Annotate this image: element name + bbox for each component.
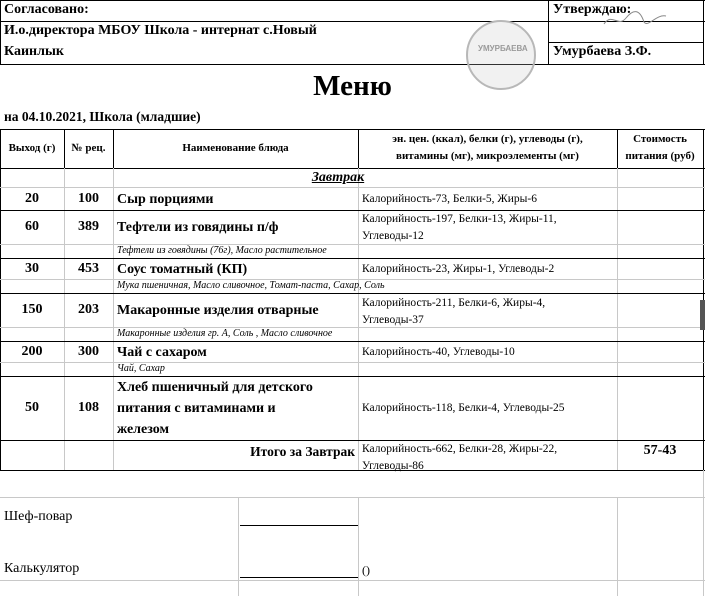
table-row-ingredients: Макаронные изделия гр. А, Соль , Масло сливочное [117, 328, 333, 339]
table-row-dish: Сыр порциями [117, 192, 214, 207]
table-row-nutrition: Углеводы-37 [362, 314, 424, 326]
signature [600, 6, 670, 32]
table-row-recipe: 389 [78, 219, 99, 234]
table-row-dish: Соус томатный (КП) [117, 262, 248, 277]
table-row-recipe: 108 [78, 400, 99, 415]
table-row-yield: 30 [25, 261, 39, 276]
table-row-recipe: 300 [78, 344, 99, 359]
table-row-dish: питания с витаминами и [117, 401, 276, 416]
table-row-recipe: 453 [78, 261, 99, 276]
table-row-nutrition: Углеводы-12 [362, 230, 424, 242]
scrollbar-fragment[interactable] [700, 300, 705, 330]
date-line: на 04.10.2021, Школа (младшие) [4, 109, 201, 124]
table-row-yield: 150 [21, 302, 43, 317]
chef-label: Шеф-повар [4, 509, 73, 524]
table-row-yield: 20 [25, 191, 39, 206]
table-row-yield: 200 [21, 344, 43, 359]
stamp-text: УМУРБАЕВА [478, 44, 528, 53]
table-row-recipe: 203 [78, 302, 99, 317]
table-row-dish: Макаронные изделия отварные [117, 303, 319, 318]
col-cost-line1: Стоимость [633, 133, 687, 145]
calc-label: Калькулятор [4, 561, 80, 576]
table-row-dish: Чай с сахаром [117, 345, 207, 360]
page-title: Меню [313, 70, 392, 102]
total-label: Итого за Завтрак [250, 444, 355, 459]
table-row-yield: 60 [25, 219, 39, 234]
total-nutrition: Калорийность-662, Белки-28, Жиры-22, [362, 443, 558, 455]
col-nutr-line1: эн. цен. (ккал), белки (г), углеводы (г), [392, 133, 583, 145]
approver-name: Умурбаева З.Ф. [553, 44, 652, 59]
table-row-ingredients: Мука пшеничная, Масло сливочное, Томат-паста, Сахар, Соль [117, 280, 385, 291]
table-row-dish: железом [117, 422, 170, 437]
agreed-position-line2: Каинлык [4, 44, 64, 59]
table-row-nutrition: Калорийность-23, Жиры-1, Углеводы-2 [362, 263, 555, 275]
total-nutrition: Углеводы-86 [362, 460, 424, 472]
col-nutr-line2: витамины (мг), микроэлементы (мг) [396, 150, 579, 162]
col-name: Наименование блюда [182, 142, 289, 154]
agreed-position-line1: И.о.директора МБОУ Школа - интернат с.Новый [4, 23, 317, 38]
table-row-yield: 50 [25, 400, 39, 415]
calc-mark: () [362, 563, 370, 577]
table-row-dish: Тефтели из говядины п/ф [117, 220, 279, 235]
table-row-ingredients: Тефтели из говядины (76г), Масло растительное [117, 245, 327, 256]
approve-label: Утверждаю: [553, 2, 632, 17]
table-row-nutrition: Калорийность-40, Углеводы-10 [362, 346, 515, 358]
table-row-nutrition: Калорийность-73, Белки-5, Жиры-6 [362, 193, 537, 205]
table-row-nutrition: Калорийность-211, Белки-6, Жиры-4, [362, 297, 546, 309]
meal-section-label: Завтрак [311, 170, 365, 185]
col-cost-line2: питания (руб) [625, 150, 695, 162]
table-row-ingredients: Чай, Сахар [117, 363, 165, 374]
table-row-recipe: 100 [78, 191, 99, 206]
table-row-nutrition: Калорийность-197, Белки-13, Жиры-11, [362, 213, 557, 225]
table-row-nutrition: Калорийность-118, Белки-4, Углеводы-25 [362, 402, 565, 414]
agreed-label: Согласовано: [4, 2, 89, 17]
col-yield: Выход (г) [8, 142, 56, 154]
col-recipe: № рец. [71, 142, 106, 154]
calc-signature-line [240, 577, 358, 578]
total-cost: 57-43 [643, 443, 677, 458]
chef-signature-line [240, 525, 358, 526]
table-row-dish: Хлеб пшеничный для детского [117, 380, 313, 395]
